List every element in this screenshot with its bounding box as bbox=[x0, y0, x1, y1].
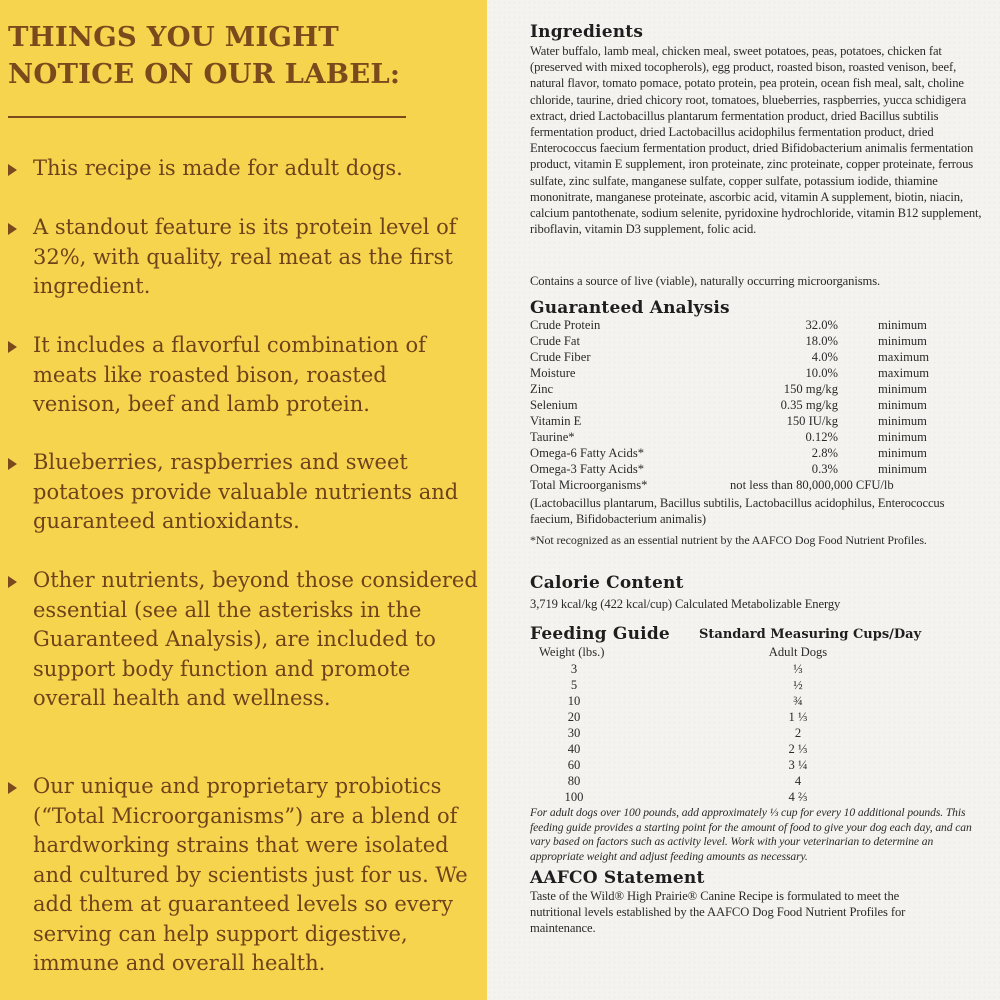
feeding-weight: 30 bbox=[567, 726, 581, 740]
cups-column-header: Adult Dogs bbox=[768, 645, 828, 659]
feeding-row bbox=[487, 774, 1000, 790]
analysis-name: Crude Fat bbox=[530, 334, 581, 348]
bullet-text: A standout feature is its protein level of 32%, with quality, real meat as the first ingredient. bbox=[33, 215, 457, 298]
analysis-name: Crude Fiber bbox=[530, 350, 591, 364]
triangle-bullet-icon bbox=[8, 576, 17, 588]
analysis-row bbox=[530, 398, 930, 414]
analysis-name: Taurine* bbox=[530, 430, 575, 444]
aafco-text: Taste of the Wild® High Prairie® Canine Recipe is formulated to meet the nutritional levels established by the AAFCO Dog Food Nutrient Profiles for maintenance. bbox=[530, 889, 906, 936]
feeding-weight: 60 bbox=[567, 758, 581, 772]
feeding-weight: 10 bbox=[567, 694, 581, 708]
feeding-row bbox=[487, 694, 1000, 710]
analysis-row bbox=[530, 446, 930, 462]
analysis-value: 32.0% bbox=[805, 318, 838, 332]
feeding-cups: ¾ bbox=[793, 694, 803, 708]
analysis-row bbox=[530, 382, 930, 398]
feeding-guide-note: For adult dogs over 100 pounds, add approximately ⅓ cup for every 10 additional pounds. This feeding guide provides a starting point for the amount of food to give your dog each day, and can vary based on factors such as activity level. Work with your veterinarian to determine an appropriate weight and adjust feeding amounts as necessary. bbox=[530, 806, 972, 863]
analysis-row bbox=[530, 462, 930, 478]
feeding-row bbox=[487, 790, 1000, 806]
right-panel bbox=[487, 0, 1000, 1000]
analysis-value: 0.3% bbox=[811, 462, 838, 476]
analysis-value: 10.0% bbox=[805, 366, 838, 380]
feeding-cups: 3 ¼ bbox=[788, 758, 808, 772]
analysis-value: 150 IU/kg bbox=[786, 414, 838, 428]
ingredients-title: Ingredients bbox=[530, 22, 644, 42]
feeding-cups: 2 ⅓ bbox=[788, 742, 808, 756]
label-heading bbox=[8, 19, 478, 93]
triangle-bullet-icon bbox=[8, 223, 17, 235]
calorie-content-title: Calorie Content bbox=[530, 573, 684, 593]
analysis-row bbox=[530, 430, 930, 446]
analysis-qualifier: minimum bbox=[878, 430, 927, 444]
analysis-value: 150 mg/kg bbox=[783, 382, 838, 396]
feeding-cups: 1 ⅓ bbox=[788, 710, 808, 724]
analysis-name: Vitamin E bbox=[530, 414, 582, 428]
heading-line-1: THINGS YOU MIGHT bbox=[8, 21, 339, 53]
analysis-qualifier: minimum bbox=[878, 382, 927, 396]
feeding-weight: 80 bbox=[567, 774, 581, 788]
feeding-cups: 4 bbox=[794, 774, 802, 788]
analysis-name: Total Microorganisms* bbox=[530, 478, 648, 492]
analysis-value: 0.35 mg/kg bbox=[780, 398, 838, 412]
left-panel bbox=[0, 0, 487, 1000]
bullet-text: It includes a flavorful combination of meats like roasted bison, roasted venison, beef and lamb protein. bbox=[33, 333, 426, 416]
analysis-row-microorganisms bbox=[530, 478, 990, 494]
aafco-title: AAFCO Statement bbox=[530, 868, 705, 888]
analysis-name: Crude Protein bbox=[530, 318, 601, 332]
analysis-name: Omega-6 Fatty Acids* bbox=[530, 446, 645, 460]
triangle-bullet-icon bbox=[8, 782, 17, 794]
microorganism-strains: (Lactobacillus plantarum, Bacillus subtilis, Lactobacillus acidophilus, Enterococcus faecium, Bifidobacterium animalis) bbox=[530, 496, 945, 527]
feeding-cups: ⅓ bbox=[793, 662, 803, 676]
feeding-weight: 40 bbox=[567, 742, 581, 756]
analysis-name: Selenium bbox=[530, 398, 578, 412]
analysis-value: 4.0% bbox=[811, 350, 838, 364]
analysis-value: 2.8% bbox=[811, 446, 838, 460]
feeding-row bbox=[487, 742, 1000, 758]
feeding-cups: ½ bbox=[793, 678, 803, 692]
analysis-name: Omega-3 Fatty Acids* bbox=[530, 462, 645, 476]
ingredients-text: Water buffalo, lamb meal, chicken meal, sweet potatoes, peas, potatoes, chicken fat (preserved with mixed tocopherols), egg product, roasted bison, roasted venison, beef, natural flavor, tomato pomace, potato protein, pea protein, ocean fish meal, salt, choline chloride, taurine, dried chicory root, tomatoes, blueberries, raspberries, yucca schidigera extract, dried Lactobacillus plantarum fermentation product, dried Bacillus subtilis fermentation product, dried Lactobacillus acidophilus fermentation product, dried Enterococcus faecium fermentation product, dried Bifidobacterium animalis fermentation product, vitamin E supplement, iron proteinate, zinc proteinate, copper proteinate, ferrous sulfate, zinc sulfate, manganese sulfate, copper sulfate, potassium iodide, thiamine mononitrate, manganese proteinate, ascorbic acid, vitamin A supplement, biotin, niacin, calcium pantothenate, sodium selenite, pyridoxine hydrochloride, vitamin B12 supplement, riboflavin, vitamin D3 supplement, folic acid. bbox=[530, 44, 982, 237]
analysis-name: Moisture bbox=[530, 366, 576, 380]
ingredients-note: Contains a source of live (viable), naturally occurring microorganisms. bbox=[530, 274, 881, 288]
analysis-qualifier: maximum bbox=[878, 366, 930, 380]
analysis-row bbox=[530, 318, 930, 334]
analysis-row bbox=[530, 366, 930, 382]
analysis-qualifier: minimum bbox=[878, 334, 927, 348]
analysis-value: 18.0% bbox=[805, 334, 838, 348]
feeding-row bbox=[487, 678, 1000, 694]
analysis-qualifier: minimum bbox=[878, 398, 927, 412]
analysis-qualifier: minimum bbox=[878, 446, 927, 460]
weight-column-header: Weight (lbs.) bbox=[539, 645, 605, 659]
analysis-qualifier: maximum bbox=[878, 350, 930, 364]
feeding-cups: 4 ⅔ bbox=[788, 790, 808, 804]
analysis-qualifier: minimum bbox=[878, 318, 927, 332]
analysis-row bbox=[530, 414, 930, 430]
feeding-weight: 3 bbox=[570, 662, 578, 676]
analysis-qualifier: minimum bbox=[878, 462, 927, 476]
bullet-text: Blueberries, raspberries and sweet potatoes provide valuable nutrients and guaranteed antioxidants. bbox=[33, 450, 459, 533]
feeding-row bbox=[487, 710, 1000, 726]
analysis-value: 0.12% bbox=[805, 430, 838, 444]
triangle-bullet-icon bbox=[8, 164, 17, 176]
analysis-row bbox=[530, 334, 930, 350]
feeding-weight: 100 bbox=[564, 790, 584, 804]
guaranteed-analysis-title: Guaranteed Analysis bbox=[530, 298, 730, 318]
feeding-row bbox=[487, 726, 1000, 742]
heading-divider bbox=[8, 116, 406, 118]
feeding-row bbox=[487, 758, 1000, 774]
feeding-cups: 2 bbox=[794, 726, 802, 740]
analysis-name: Zinc bbox=[530, 382, 554, 396]
heading-line-2: NOTICE ON OUR LABEL: bbox=[8, 58, 401, 90]
triangle-bullet-icon bbox=[8, 458, 17, 470]
feeding-weight: 20 bbox=[567, 710, 581, 724]
analysis-footnote: *Not recognized as an essential nutrient by the AAFCO Dog Food Nutrient Profiles. bbox=[530, 533, 927, 547]
feeding-weight: 5 bbox=[570, 678, 578, 692]
bullet-text: Other nutrients, beyond those considered essential (see all the asterisks in the Guaranteed Analysis), are included to support body function and promote overall health and wellness. bbox=[33, 568, 478, 710]
analysis-row bbox=[530, 350, 930, 366]
bullet-text: This recipe is made for adult dogs. bbox=[33, 156, 403, 180]
calorie-content-text: 3,719 kcal/kg (422 kcal/cup) Calculated Metabolizable Energy bbox=[530, 597, 841, 611]
triangle-bullet-icon bbox=[8, 341, 17, 353]
feeding-guide-title: Feeding Guide bbox=[530, 624, 670, 644]
bullet-text: Our unique and proprietary probiotics (“Total Microorganisms”) are a blend of hardworking strains that were isolated and cultured by scientists just for us. We add them at guaranteed levels so every serving can help support digestive, immune and overall health. bbox=[33, 774, 468, 975]
analysis-qualifier: minimum bbox=[878, 414, 927, 428]
feeding-row bbox=[487, 662, 1000, 678]
analysis-value: not less than 80,000,000 CFU/lb bbox=[730, 478, 894, 492]
feeding-guide-subtitle: Standard Measuring Cups/Day bbox=[699, 627, 922, 642]
